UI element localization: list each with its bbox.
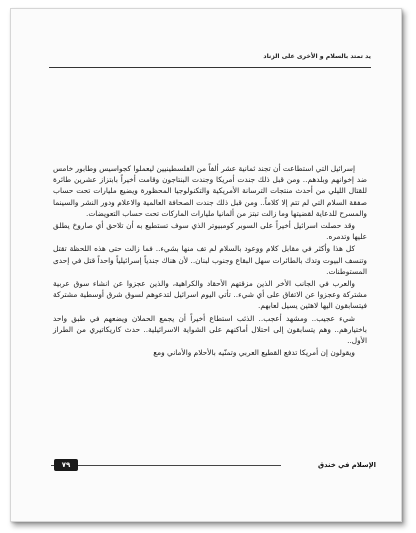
book-page (10, 8, 402, 522)
body-text (53, 163, 367, 358)
paragraph-6: ويقولون إن أمريكا تدفع القطيع العربي وتمنّيه بالأحلام والأماني ومع (153, 348, 355, 358)
paragraph-2: وقد حصلت اسرائيل أخيراً على السوبر كومبيوتر الذي سوف تستطيع به أن تلاحق أي صاروخ يطلق عليها وتدمره. (53, 221, 367, 242)
page-number: ٧٩ (54, 459, 78, 471)
paragraph-5: شيء عجيب.. ومشهد أعجب.. الذئب استطاع أخيراً أن يجمع الحملان ويضعهم في طبق واحد باختيارهم.. وهم يتسابقون إلى احتلال أماكنهم على الشواية الاسرائيلية.. حدث كاريكاتيري من الطراز الأول.. (53, 313, 367, 346)
header-rule (49, 67, 371, 68)
paragraph-3: كل هذا وأكثر في مقابل كلام ووعود بالسلام لم تف منها بشيء.. فما زالت حتى هذه اللحظة تقتل وتنسف البيوت وتدك بالطائرات سهل البقاع وجنوب لبنان.. لأن هناك جندياً إسرائيلياً واحداً قتل في إحدى المستوطنات. (53, 244, 367, 276)
paragraph-4: والعرب في الجانب الأخر الذين مزقتهم الأحقاد والكراهية، والذين عجزوا عن انشاء سوق عربية مشتركة وعجزوا عن الاتفاق على أي شيء.. تأتي اليوم اسرائيل لتدعوهم لسوق شرق أوسطية مشتركة فيتسابقون اليها لاهثين يسيل لعابهم. (53, 279, 367, 311)
paragraph-1: إسرائيل التي استطاعت أن تجند ثمانية عشر ألفاً من الفلسطينيين ليعملوا كجواسيس وطابور خامس ضد إخوانهم وبلدهم.. ومن قبل ذلك جندت أمريكا وجندت البنتاجون وقامت أخيراً بابتزاز عشرين طائرة للقتال الليلي من أحدث منتجات الترسانة الأمريكية والتكنولوجيا المحظورة ويضيع مليارات تحت حساب صفقة السلام التي لم تتم إلا كلاماً.. ومن قبل ذلك جندت الصحافة العالمية والاعلام ودور النشر والسينما والمسرح للدعاية لقضيتها وما زالت تبتز من ألمانيا مليارات الماركات تحت حساب التعويضات. (53, 164, 367, 218)
book-title: الإسلام في خندق (281, 461, 376, 469)
running-head: يد تمتد بالسلام و الأخرى على الزناد (263, 53, 371, 60)
